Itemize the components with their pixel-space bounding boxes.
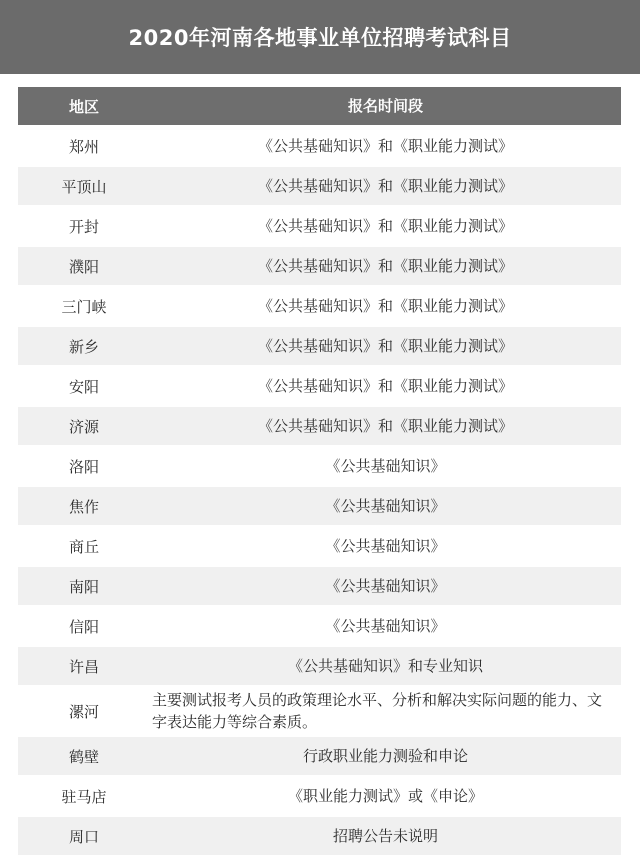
subject-cell: 《公共基础知识》 [325, 537, 446, 555]
subject-cell: 《公共基础知识》和《职业能力测试》 [257, 177, 513, 195]
region-cell: 周口 [68, 827, 99, 846]
table-row [18, 525, 621, 565]
region-cell: 鹤壁 [68, 747, 99, 766]
region-cell: 商丘 [68, 537, 99, 556]
table-row [18, 735, 621, 775]
header-region: 地区 [68, 97, 99, 116]
region-cell: 信阳 [68, 617, 99, 636]
region-cell: 漯河 [68, 702, 99, 721]
region-cell: 洛阳 [68, 457, 99, 476]
region-cell: 新乡 [68, 337, 99, 356]
table-row [18, 165, 621, 205]
subject-cell: 《公共基础知识》 [325, 577, 446, 595]
header-subject: 报名时间段 [347, 97, 423, 115]
region-cell: 三门峡 [61, 297, 107, 316]
subject-cell: 《公共基础知识》和专业知识 [287, 657, 483, 675]
subject-cell: 《公共基础知识》 [325, 617, 446, 635]
region-cell: 开封 [68, 217, 99, 236]
exam-subjects-table [18, 87, 621, 855]
subject-cell: 主要测试报考人员的政策理论水平、分析和解决实际问题的能力、文字表达能力等综合素质。 [152, 691, 603, 731]
region-cell: 焦作 [68, 497, 99, 516]
table-row [18, 325, 621, 365]
region-cell: 平顶山 [61, 177, 107, 196]
table-row [18, 405, 621, 445]
title-banner [0, 0, 640, 74]
table-row [18, 565, 621, 605]
subject-cell: 《公共基础知识》 [325, 457, 446, 475]
table-row [18, 485, 621, 525]
region-cell: 南阳 [68, 577, 99, 596]
subject-cell: 《公共基础知识》和《职业能力测试》 [257, 137, 513, 155]
table-row [18, 365, 621, 405]
table-row [18, 125, 621, 165]
table-row [18, 815, 621, 855]
subject-cell: 《公共基础知识》和《职业能力测试》 [257, 377, 513, 395]
region-cell: 许昌 [68, 657, 99, 676]
page-title: 2020年河南各地事业单位招聘考试科目 [128, 26, 512, 50]
region-cell: 驻马店 [61, 787, 107, 806]
table-row [18, 645, 621, 685]
subject-cell: 行政职业能力测验和申论 [302, 747, 468, 765]
subject-cell: 《公共基础知识》 [325, 497, 446, 515]
subject-cell: 《公共基础知识》和《职业能力测试》 [257, 337, 513, 355]
subject-cell: 《公共基础知识》和《职业能力测试》 [257, 217, 513, 235]
table-body [18, 125, 621, 855]
table-row [18, 205, 621, 245]
subject-cell: 《公共基础知识》和《职业能力测试》 [257, 297, 513, 315]
region-cell: 济源 [68, 417, 99, 436]
subject-cell: 《公共基础知识》和《职业能力测试》 [257, 257, 513, 275]
table-row [18, 775, 621, 815]
table-row [18, 685, 621, 735]
region-cell: 安阳 [68, 377, 99, 396]
subject-cell: 《职业能力测试》或《申论》 [287, 787, 483, 805]
subject-cell: 招聘公告未说明 [332, 827, 438, 845]
table-header-row [18, 87, 621, 125]
subject-cell: 《公共基础知识》和《职业能力测试》 [257, 417, 513, 435]
table-row [18, 445, 621, 485]
table-row [18, 605, 621, 645]
table-row [18, 285, 621, 325]
region-cell: 濮阳 [68, 257, 99, 276]
table-row [18, 245, 621, 285]
region-cell: 郑州 [68, 137, 99, 156]
